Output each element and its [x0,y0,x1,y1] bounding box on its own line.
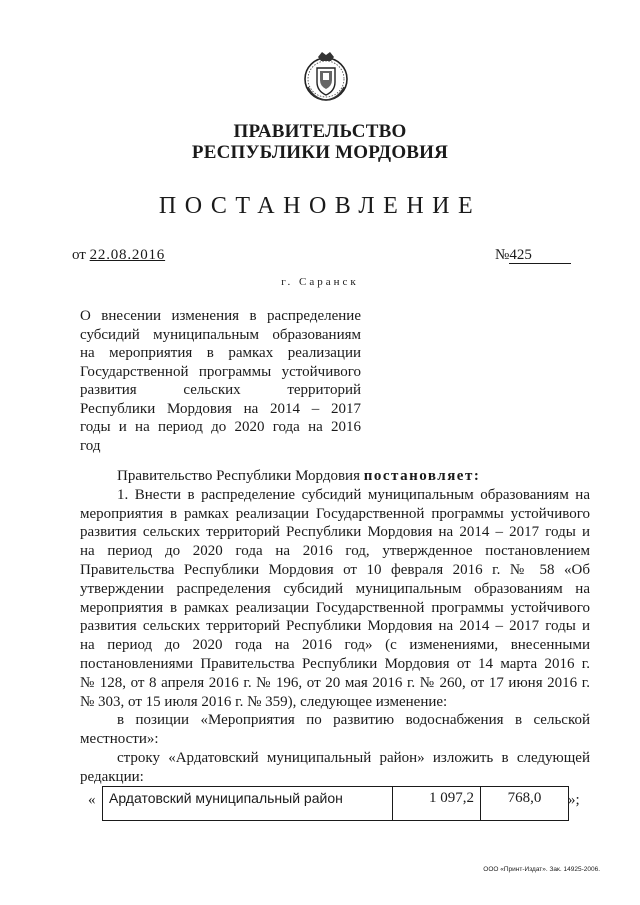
paragraph-line: на период до 2020 года на 2016 год, утвержденное постановлением [80,543,590,560]
subject-line: субсидий муниципальным образованиям [80,326,361,343]
org-name-line-1: ПРАВИТЕЛЬСТВО [233,121,407,142]
coat-of-arms-emblem [300,49,352,103]
subject-line: Государственной программы устойчивого [80,363,361,380]
subject-line: год [80,437,101,454]
intro-line [80,467,590,486]
number-line [495,247,571,264]
printer-footer: ООО «Принт-Издат». Зак. 14925-2006. [483,866,600,873]
open-quote: « [88,792,96,808]
date-prefix: от [72,247,86,263]
table-row [103,787,569,821]
date-line [72,247,165,264]
org-name-line-2: РЕСПУБЛИКИ МОРДОВИЯ [191,142,449,163]
close-quote: »; [568,792,580,808]
subject-line: годы и на период до 2020 года на 2016 [80,419,361,435]
intro-bold: постановляет: [363,468,481,484]
intro-text: Правительство Республики Мордовия [117,468,364,484]
paragraph-line: мероприятия в рамках реализации Государственной программы устойчивого [80,599,590,616]
paragraph-line: развития сельских территорий Республики Мордовия на 2014 – 2017 годы и [80,524,590,541]
document-body [80,467,590,787]
paragraph-line: 1. Внести в распределение субсидий муниципальным образованиям на [117,486,590,503]
value1-cell: 1 097,2 [393,787,481,821]
amendment-table [80,786,590,820]
paragraph-line: № 128, от 8 апреля 2016 г. № 196, от 20 мая 2016 г. № 260, от 17 июня 2016 г. [80,674,590,691]
subject-line: Республики Мордовия на 2014 – 2017 [80,400,361,417]
subject-line: О внесении изменения в распределение [80,308,361,324]
paragraph-line: на период до 2020 года на 2016 год» (с изменениями, внесенными [80,637,590,654]
value2-cell: 768,0 [481,787,569,821]
paragraph-line: утверждении распределения субсидий муниципальным образованиям на [80,580,590,597]
city: г. Саранск [281,276,359,288]
paragraph-line: Правительства Республики Мордовия от 10 февраля 2016 г. № 58 «Об [80,561,590,578]
number-prefix: № [495,247,510,263]
amendment-table-grid [102,786,569,821]
subject-block [80,307,361,455]
document-type-title: ПОСТАНОВЛЕНИЕ [158,193,482,219]
paragraph-line: мероприятия в рамках реализации Государственной программы устойчивого [80,505,590,522]
position-line: в позиции «Мероприятия по развитию водоснабжения в сельской [117,712,590,729]
position-line: местности»: [80,731,159,748]
paragraph-line: развития сельских территорий Республики Мордовия на 2014 – 2017 годы и [80,618,590,635]
document-date: 22.08.2016 [89,247,166,263]
district-name-cell: Ардатовский муниципальный район [103,787,393,821]
document-number: 425 [509,247,571,264]
subject-line: на мероприятия в рамках реализации [80,345,361,361]
subject-line: развития сельских территорий [80,382,361,398]
row-instruction-line: редакции: [80,768,144,785]
paragraph-line: № 303, от 15 июля 2016 г. № 359), следующее изменение: [80,693,448,710]
row-instruction-line: строку «Ардатовский муниципальный район» изложить в следующей [117,749,590,766]
paragraph-line: постановлениями Правительства Республики Мордовия от 14 марта 2016 г. [80,655,590,672]
